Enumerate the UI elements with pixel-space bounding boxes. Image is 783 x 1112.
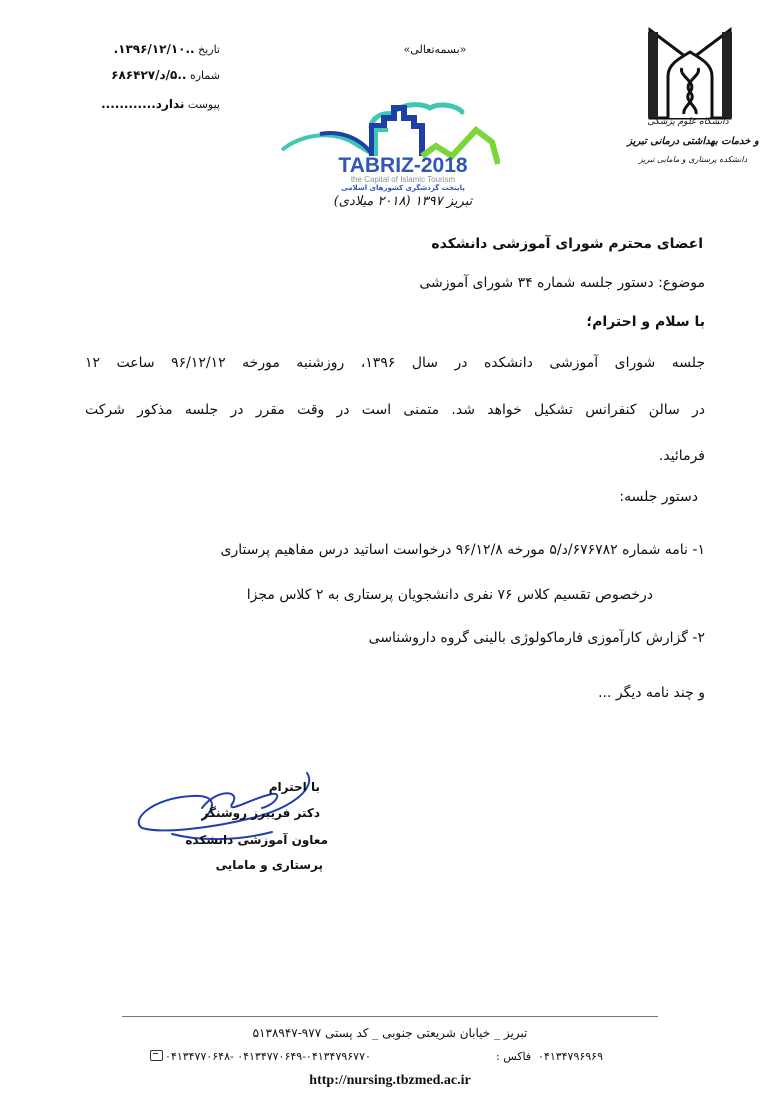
number-value: ..۵/د/۶۸۶۴۲۷ — [111, 68, 187, 82]
signature-closing: با احترام — [268, 780, 320, 794]
salutation: با سلام و احترام؛ — [586, 314, 705, 330]
logo-building-teal — [376, 130, 388, 156]
tabriz-2018-subtitle-fa: پایتخت گردشگری کشورهای اسلامی — [341, 184, 465, 192]
signatory-department: پرستاری و مامایی — [215, 858, 323, 872]
footer-address: تبریز _ خیابان شریعتی جنوبی _ کد پستی ۹۷۷-۵۱۳۸۹۴۷ — [252, 1026, 528, 1040]
logo-hill — [282, 135, 372, 154]
phone-numbers: ۰۴۱۳۴۷۷۰۶۴۸- ۰۴۱۳۴۷۷۰۶۴۹-۰۴۱۳۴۷۹۶۷۷۰ — [165, 1050, 371, 1063]
bismillah: «بسمه‌تعالی» — [403, 43, 467, 56]
attachment-value: ندارد............ — [101, 97, 185, 111]
agenda-item-1-continued: درخصوص تقسیم کلاس ۷۶ نفری دانشجویان پرستاری به ۲ کلاس مجزا — [246, 587, 653, 603]
tabriz-2018-subtitle: the Capital of Islamic Tourism — [350, 175, 456, 184]
letter-date — [70, 42, 220, 56]
letter-number — [70, 68, 220, 82]
paragraph-line-2: در سالن کنفرانس تشکیل خواهد شد. متمنی است در وقت مقرر در جلسه مذکور شرکت — [85, 402, 705, 418]
paragraph-line-3: فرمائید. — [658, 448, 705, 464]
number-label: شماره — [189, 69, 220, 82]
website-url[interactable]: http://nursing.tbzmed.ac.ir — [309, 1073, 471, 1088]
tabriz-year-line: تبریز ۱۳۹۷ (۲۰۱۸ میلادی) — [333, 194, 473, 209]
date-label: تاریخ — [198, 43, 220, 56]
footer-phones — [150, 1050, 430, 1063]
agenda-item-2: ۲- گزارش کارآموزی فارماکولوژی بالینی گروه داروشناسی — [368, 630, 705, 646]
agenda-more: و چند نامه دیگر ... — [598, 685, 705, 701]
fax-label: فاکس : — [496, 1050, 532, 1063]
university-name-line1: دانشگاه علوم پزشکی — [647, 117, 729, 127]
fax-number: ۰۴۱۳۴۷۹۶۹۶۹ — [538, 1050, 603, 1063]
letter-attachment — [70, 97, 220, 111]
agenda-item-1: ۱- نامه شماره ۶۷۶۷۸۲/د/۵ مورخه ۹۶/۱۲/۸ درخواست اساتید درس مفاهیم پرستاری — [220, 542, 705, 558]
university-emblem-icon — [640, 20, 740, 120]
faculty-name: دانشکده پرستاری و مامایی تبریز — [638, 155, 748, 164]
footer-divider — [122, 1016, 658, 1017]
university-name-line2: و خدمات بهداشتی درمانی تبریز — [627, 136, 759, 147]
recipient: اعضای محترم شورای آموزشی دانشکده — [431, 236, 703, 252]
signatory-title: معاون آموزشی دانشکده — [185, 833, 328, 847]
subject-line: موضوع: دستور جلسه شماره ۳۴ شورای آموزشی — [419, 275, 705, 291]
paragraph-line-1: جلسه شورای آموزشی دانشکده در سال ۱۳۹۶، روزشنبه مورخه ۹۶/۱۲/۱۲ ساعت ۱۲ — [85, 355, 705, 371]
signatory-name: دکتر فریبرز روشنگر — [201, 806, 320, 820]
phone-icon — [150, 1050, 163, 1061]
agenda-title: دستور جلسه: — [619, 489, 698, 505]
date-value: ..۱۳۹۶/۱۲/۱۰. — [113, 42, 195, 56]
tabriz-2018-title: TABRIZ-2018 — [338, 154, 468, 177]
attachment-label: پیوست — [187, 98, 220, 111]
